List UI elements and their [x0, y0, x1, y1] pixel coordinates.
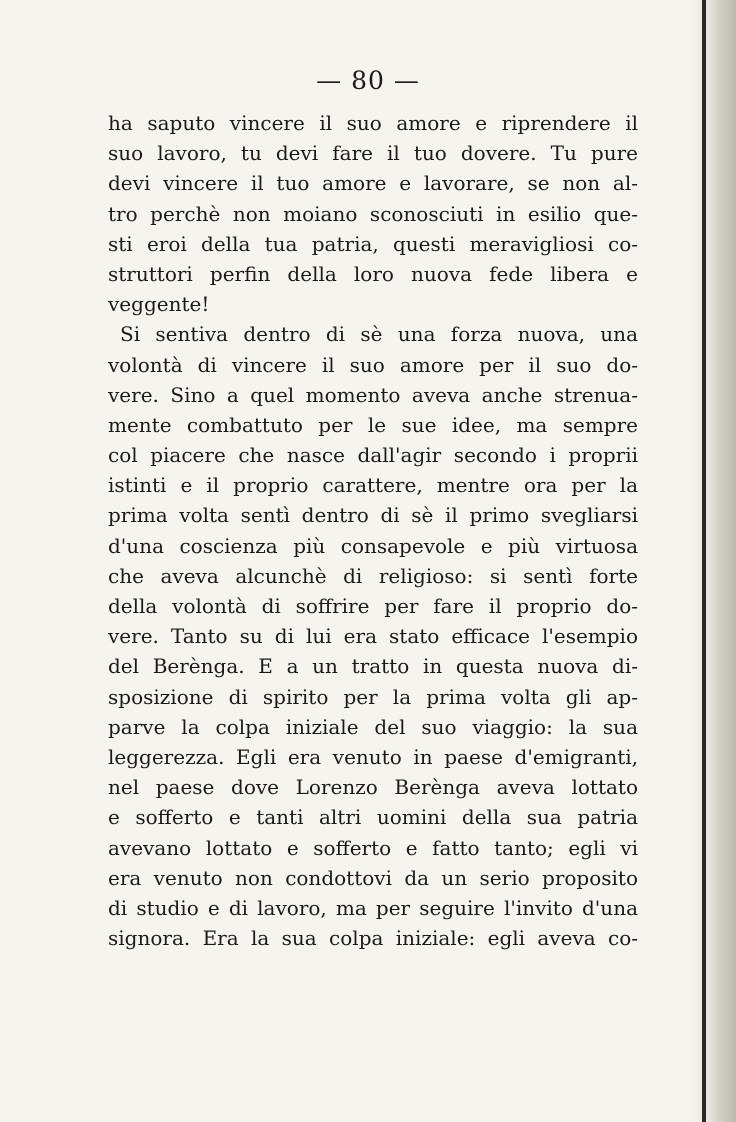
text-line: mente combattuto per le sue idee, ma sempre	[108, 412, 638, 437]
text-line: del Berènga. E a un tratto in questa nuova di-	[108, 654, 638, 679]
text-line: istinti e il proprio carattere, mentre ora per la	[108, 473, 638, 498]
text-line: sti eroi della tua patria, questi meravigliosi co-	[108, 231, 638, 256]
body-text	[108, 108, 638, 953]
text-line: nel paese dove Lorenzo Berènga aveva lottato	[108, 775, 638, 800]
text-line: signora. Era la sua colpa iniziale: egli aveva co-	[108, 926, 638, 951]
text-line: d'una coscienza più consapevole e più virtuosa	[108, 533, 638, 558]
binding-edge	[702, 0, 706, 1122]
text-line: ha saputo vincere il suo amore e riprendere il	[108, 111, 638, 135]
text-line: Si sentiva dentro di sè una forza nuova, una	[120, 322, 638, 347]
text-line: della volontà di soffrire per fare il proprio do-	[108, 594, 638, 618]
text-line: e sofferto e tanti altri uomini della sua patria	[108, 805, 638, 830]
page-edge-shadow	[690, 0, 736, 1122]
text-line: volontà di vincere il suo amore per il suo do-	[108, 352, 638, 377]
text-line: di studio e di lavoro, ma per seguire l'invito d'una	[108, 895, 638, 920]
text-line: veggente!	[108, 292, 210, 317]
text-line: suo lavoro, tu devi fare il tuo dovere. Tu pure	[108, 141, 638, 166]
text-line: parve la colpa iniziale del suo viaggio: la sua	[108, 714, 638, 739]
text-line: avevano lottato e sofferto e fatto tanto; egli vi	[108, 835, 638, 860]
text-line: tro perchè non moiano sconosciuti in esilio que-	[108, 201, 638, 226]
page-number: — 80 —	[316, 66, 420, 95]
text-line: vere. Tanto su di lui era stato efficace l'esempio	[108, 624, 638, 649]
text-line: leggerezza. Egli era venuto in paese d'emigranti,	[108, 744, 638, 769]
text-line: era venuto non condottovi da un serio proposito	[108, 865, 638, 890]
text-line: col piacere che nasce dall'agir secondo i proprii	[108, 443, 638, 468]
text-line: che aveva alcunchè di religioso: si sentì forte	[108, 563, 638, 588]
text-line: vere. Sino a quel momento aveva anche strenua-	[108, 382, 638, 407]
text-line: sposizione di spirito per la prima volta gli ap-	[108, 684, 638, 709]
text-line: devi vincere il tuo amore e lavorare, se non al-	[108, 171, 638, 196]
text-line: struttori perfin della loro nuova fede libera e	[108, 261, 638, 286]
text-line: prima volta sentì dentro di sè il primo svegliarsi	[108, 503, 638, 528]
